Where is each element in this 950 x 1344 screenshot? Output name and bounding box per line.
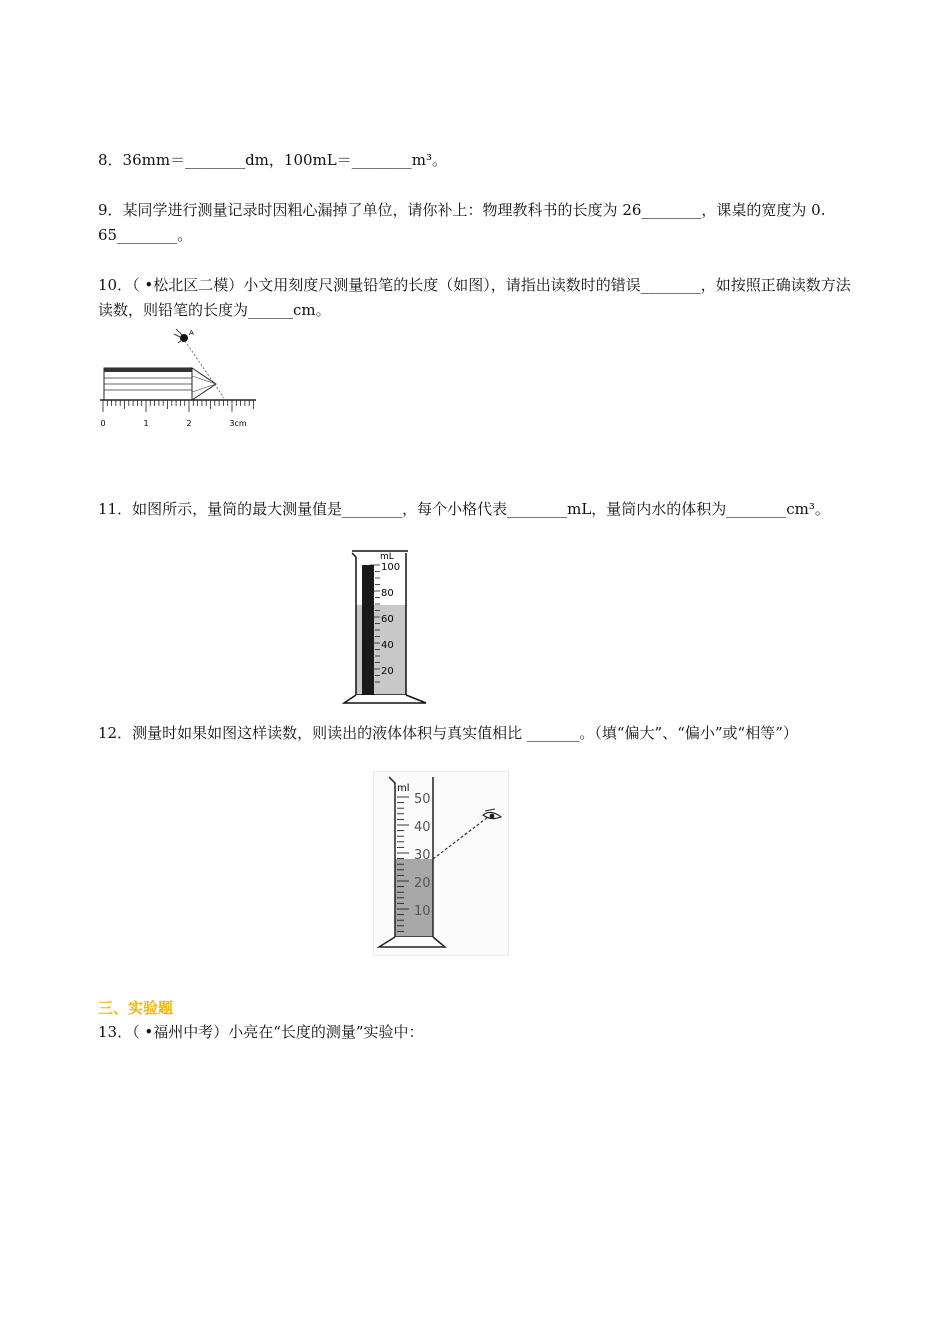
ruler-label-3: 3cm: [229, 419, 247, 428]
question-8: 8．36mm＝________dm，100mL＝________m³。: [98, 151, 447, 169]
cylinder-shadow: [362, 565, 374, 695]
question-10: 10．（ •松北区二模）小文用刻度尺测量铅笔的长度（如图），请指出读数时的错误________，如按照正确读数方法读数，则铅笔的长度为______cm。: [98, 276, 851, 319]
question-12: 12．测量时如果如图这样读数，则读出的液体体积与真实值相比 _______。（填“偏大”、“偏小”或“相等”）: [98, 724, 798, 742]
measuring-cylinder-figure: [340, 545, 440, 710]
scale-label-40: 40: [414, 820, 431, 835]
scale-label-20: 20: [414, 876, 431, 891]
scale-label-10: 10: [414, 904, 431, 919]
pencil-ruler-figure: [96, 326, 266, 436]
scale-label-30: 30: [414, 848, 431, 863]
ruler-label-2: 2: [186, 419, 192, 428]
scale-label-50: 50: [414, 792, 431, 807]
scale-label-100: 100: [381, 562, 401, 573]
ruler: [100, 400, 256, 428]
pencil: [104, 368, 216, 400]
section-title-experiment: 三、实验题: [98, 999, 174, 1017]
question-9: 9．某同学进行测量记录时因粗心漏掉了单位，请你补上：物理教科书的长度为 26________，课桌的宽度为 0. 65________。: [98, 201, 826, 244]
scale-label-20: 20: [381, 666, 394, 677]
question-13: 13．（ •福州中考）小亮在“长度的测量”实验中：: [98, 1023, 424, 1041]
scale-label-60: 60: [381, 614, 394, 625]
ruler-label-1: 1: [143, 419, 149, 428]
scale-label-80: 80: [381, 588, 394, 599]
cylinder-base: [344, 695, 426, 703]
eye-icon: [174, 329, 188, 343]
oblique-reading-figure: [373, 771, 509, 956]
ruler-label-0: 0: [100, 419, 106, 428]
question-11: 11．如图所示，量筒的最大测量值是________，每个小格代表________mL，量筒内水的体积为________cm³。: [98, 500, 830, 518]
eye-label: A: [189, 329, 194, 337]
unit-label: ml: [397, 783, 410, 794]
scale-label-40: 40: [381, 640, 394, 651]
unit-label: mL: [380, 552, 394, 562]
